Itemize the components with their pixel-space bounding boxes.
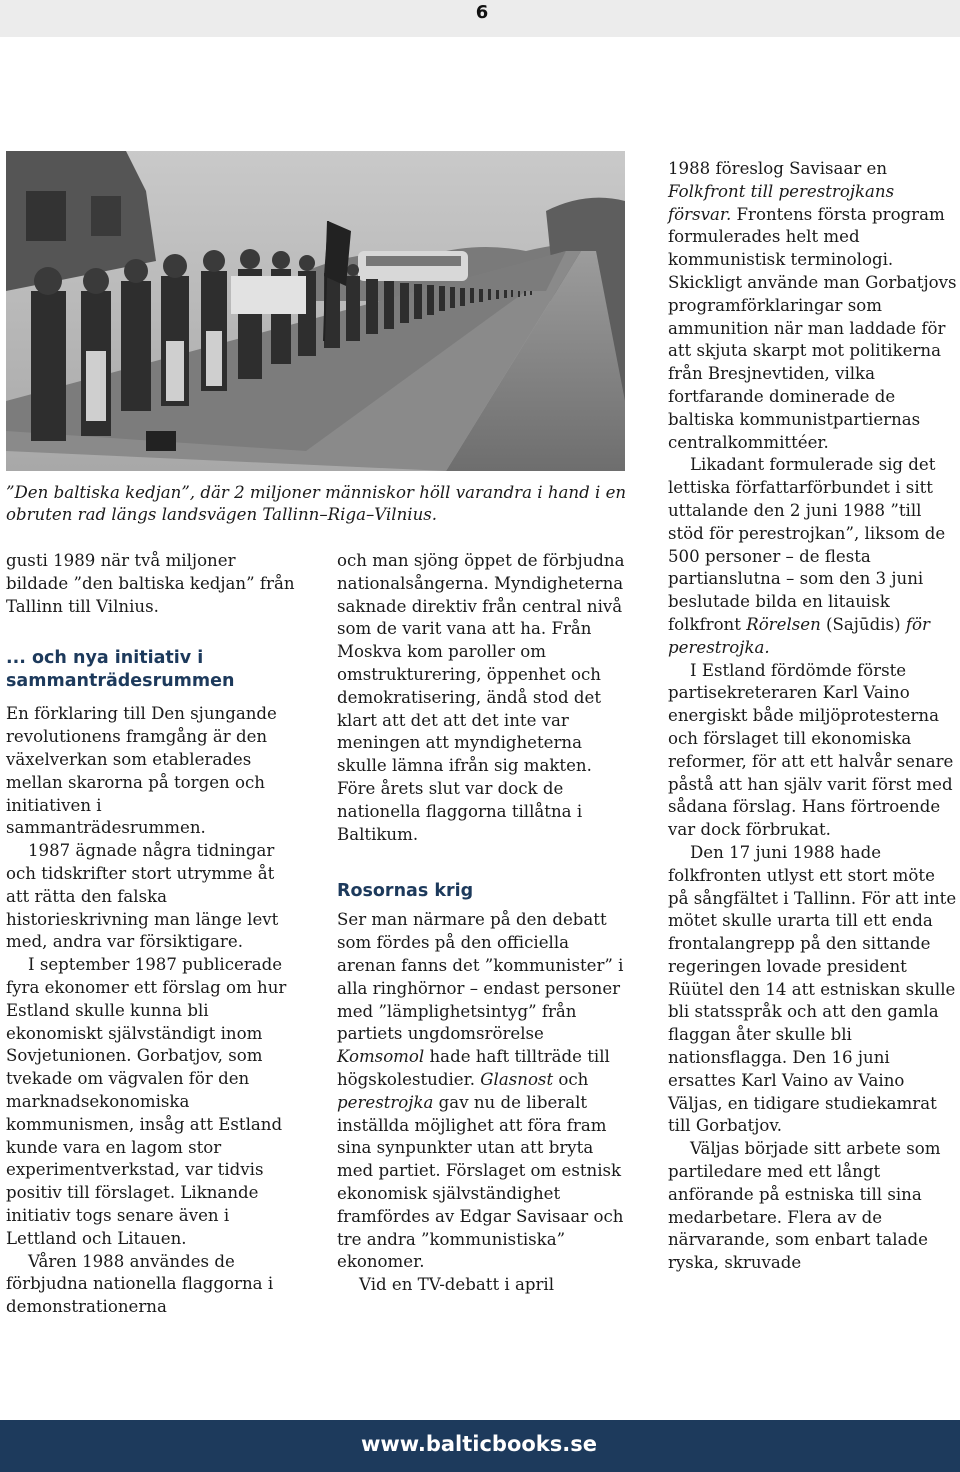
column-1 — [6, 550, 302, 1319]
paragraph: 1988 föreslog Savisaar en Folkfront till perestrojkans försvar. Frontens första program formulerades helt med kommunistisk terminologi. Skickligt använde man Gorbatjovs programförklaringar som ammunition när man laddade för att skjuta skarpt mot politikerna från Bresjnevtiden, vilka fortfarande dominerade de baltiska kommunistpartiernas centralkommittéer. — [668, 159, 957, 452]
paragraph: Ser man närmare på den debatt som fördes på den officiella arenan fanns det ”kommunister” i alla ringhörnor – endast personer med ”lämplighetsintyg” från partiets ungdomsrörelse Komsomol hade haft tillträde till högskolestudier. Glasnost och perestrojka gav nu de liberalt inställda möjlighet att föra fram sina synpunkter utan att bryta med partiet. Förslaget om estnisk ekonomisk självständighet framfördes av Edgar Savisaar och tre andra ”kommunistiska” ekonomer. — [337, 910, 624, 1272]
section-heading: Rosornas krig — [337, 881, 474, 902]
paragraph: Vid en TV-debatt i april — [359, 1275, 555, 1295]
section-heading: ... och nya initiativ i sammanträdesrummen — [6, 648, 235, 692]
paragraph: Väljas började sitt arbete som partiledare med ett långt anförande på estniska till sina medarbetare. Flera av de närvarande, som enbart talade ryska, skruvade — [668, 1139, 941, 1273]
paragraph: Likadant formulerade sig det lettiska författarförbundet i sitt uttalande den 2 juni 1988 ”till stöd för perestrojkan”, liksom de 500 personer – de flesta partianslutna – som den 3 juni beslutade bilda en litauisk folkfront Rörelsen (Sajūdis) för perestrojka. — [668, 455, 946, 657]
website-link[interactable]: www.balticbooks.se — [361, 1432, 597, 1456]
paragraph: gusti 1989 när två miljoner bildade ”den baltiska kedjan” från Tallinn till Vilnius. — [6, 551, 295, 616]
footer-bar — [0, 1420, 960, 1472]
paragraph: En förklaring till Den sjungande revolutionens framgång är den växelverkan som etablerades mellan skarorna på torgen och initiativen i sammanträdesrummen. — [6, 704, 277, 838]
paragraph: Den 17 juni 1988 hade folkfronten utlyst ett stort möte på sångfältet i Tallinn. För att inte mötet skulle urarta till ett enda frontalangrepp på den sittande regeringen lovade president Rüütel den 14 att estniskan skulle bli statsspråk och att den gamla flaggan åter skulle bli nationsflagga. Den 16 juni ersattes Karl Vaino av Vaino Väljas, en tidigare studiekamrat till Gorbatjov. — [668, 842, 957, 1136]
photo-caption: ”Den baltiska kedjan”, där 2 miljoner människor höll varandra i hand i en obruten rad längs landsvägen Tallinn–Riga–Vilnius. — [6, 483, 627, 524]
paragraph: I Estland fördömde förste partisekreteraren Karl Vaino energiskt både miljöprotesterna och förslaget till ekonomiska reformer, för att ett halvår senare påstå att han själv varit först med sådana förslag. Hans förtroende var dock förbrukat. — [668, 660, 954, 840]
paragraph: 1987 ägnade några tidningar och tidskrifter stort utrymme åt att rätta den falska historieskrivning man länge levt med, andra var försiktigare. — [6, 841, 279, 952]
page-number: 6 — [475, 2, 489, 23]
top-bar — [0, 0, 960, 37]
paragraph: och man sjöng öppet de förbjudna nationalsångerna. Myndigheterna saknade direktiv från central nivå som de varit vana att ha. Från Moskva kom paroller om omstrukturering, öppenhet och demokratisering, ändå stod det klart att det att det inte var meningen att myndigheterna skulle lämna ifrån sig makten. Före årets slut var dock de nationella flaggorna tillåtna i Baltikum. — [337, 551, 625, 844]
column-3 — [668, 158, 960, 1275]
paragraph: I september 1987 publicerade fyra ekonomer ett förslag om hur Estland skulle kunna bli ekonomiskt självständigt inom Sovjetunionen. Gorbatjov, som tvekade om vägvalen för den marknadsekonomiska kommunismen, insåg att Estland kunde vara en lagom stor experimentverkstad, var tidvis positiv till förslaget. Liknande initiativ togs senare även i Lettland och Litauen. — [6, 955, 287, 1248]
column-2 — [337, 550, 633, 1297]
paragraph: Våren 1988 användes de förbjudna nationella flaggorna i demonstrationerna — [6, 1251, 274, 1317]
baltic-chain-photo — [6, 151, 625, 471]
